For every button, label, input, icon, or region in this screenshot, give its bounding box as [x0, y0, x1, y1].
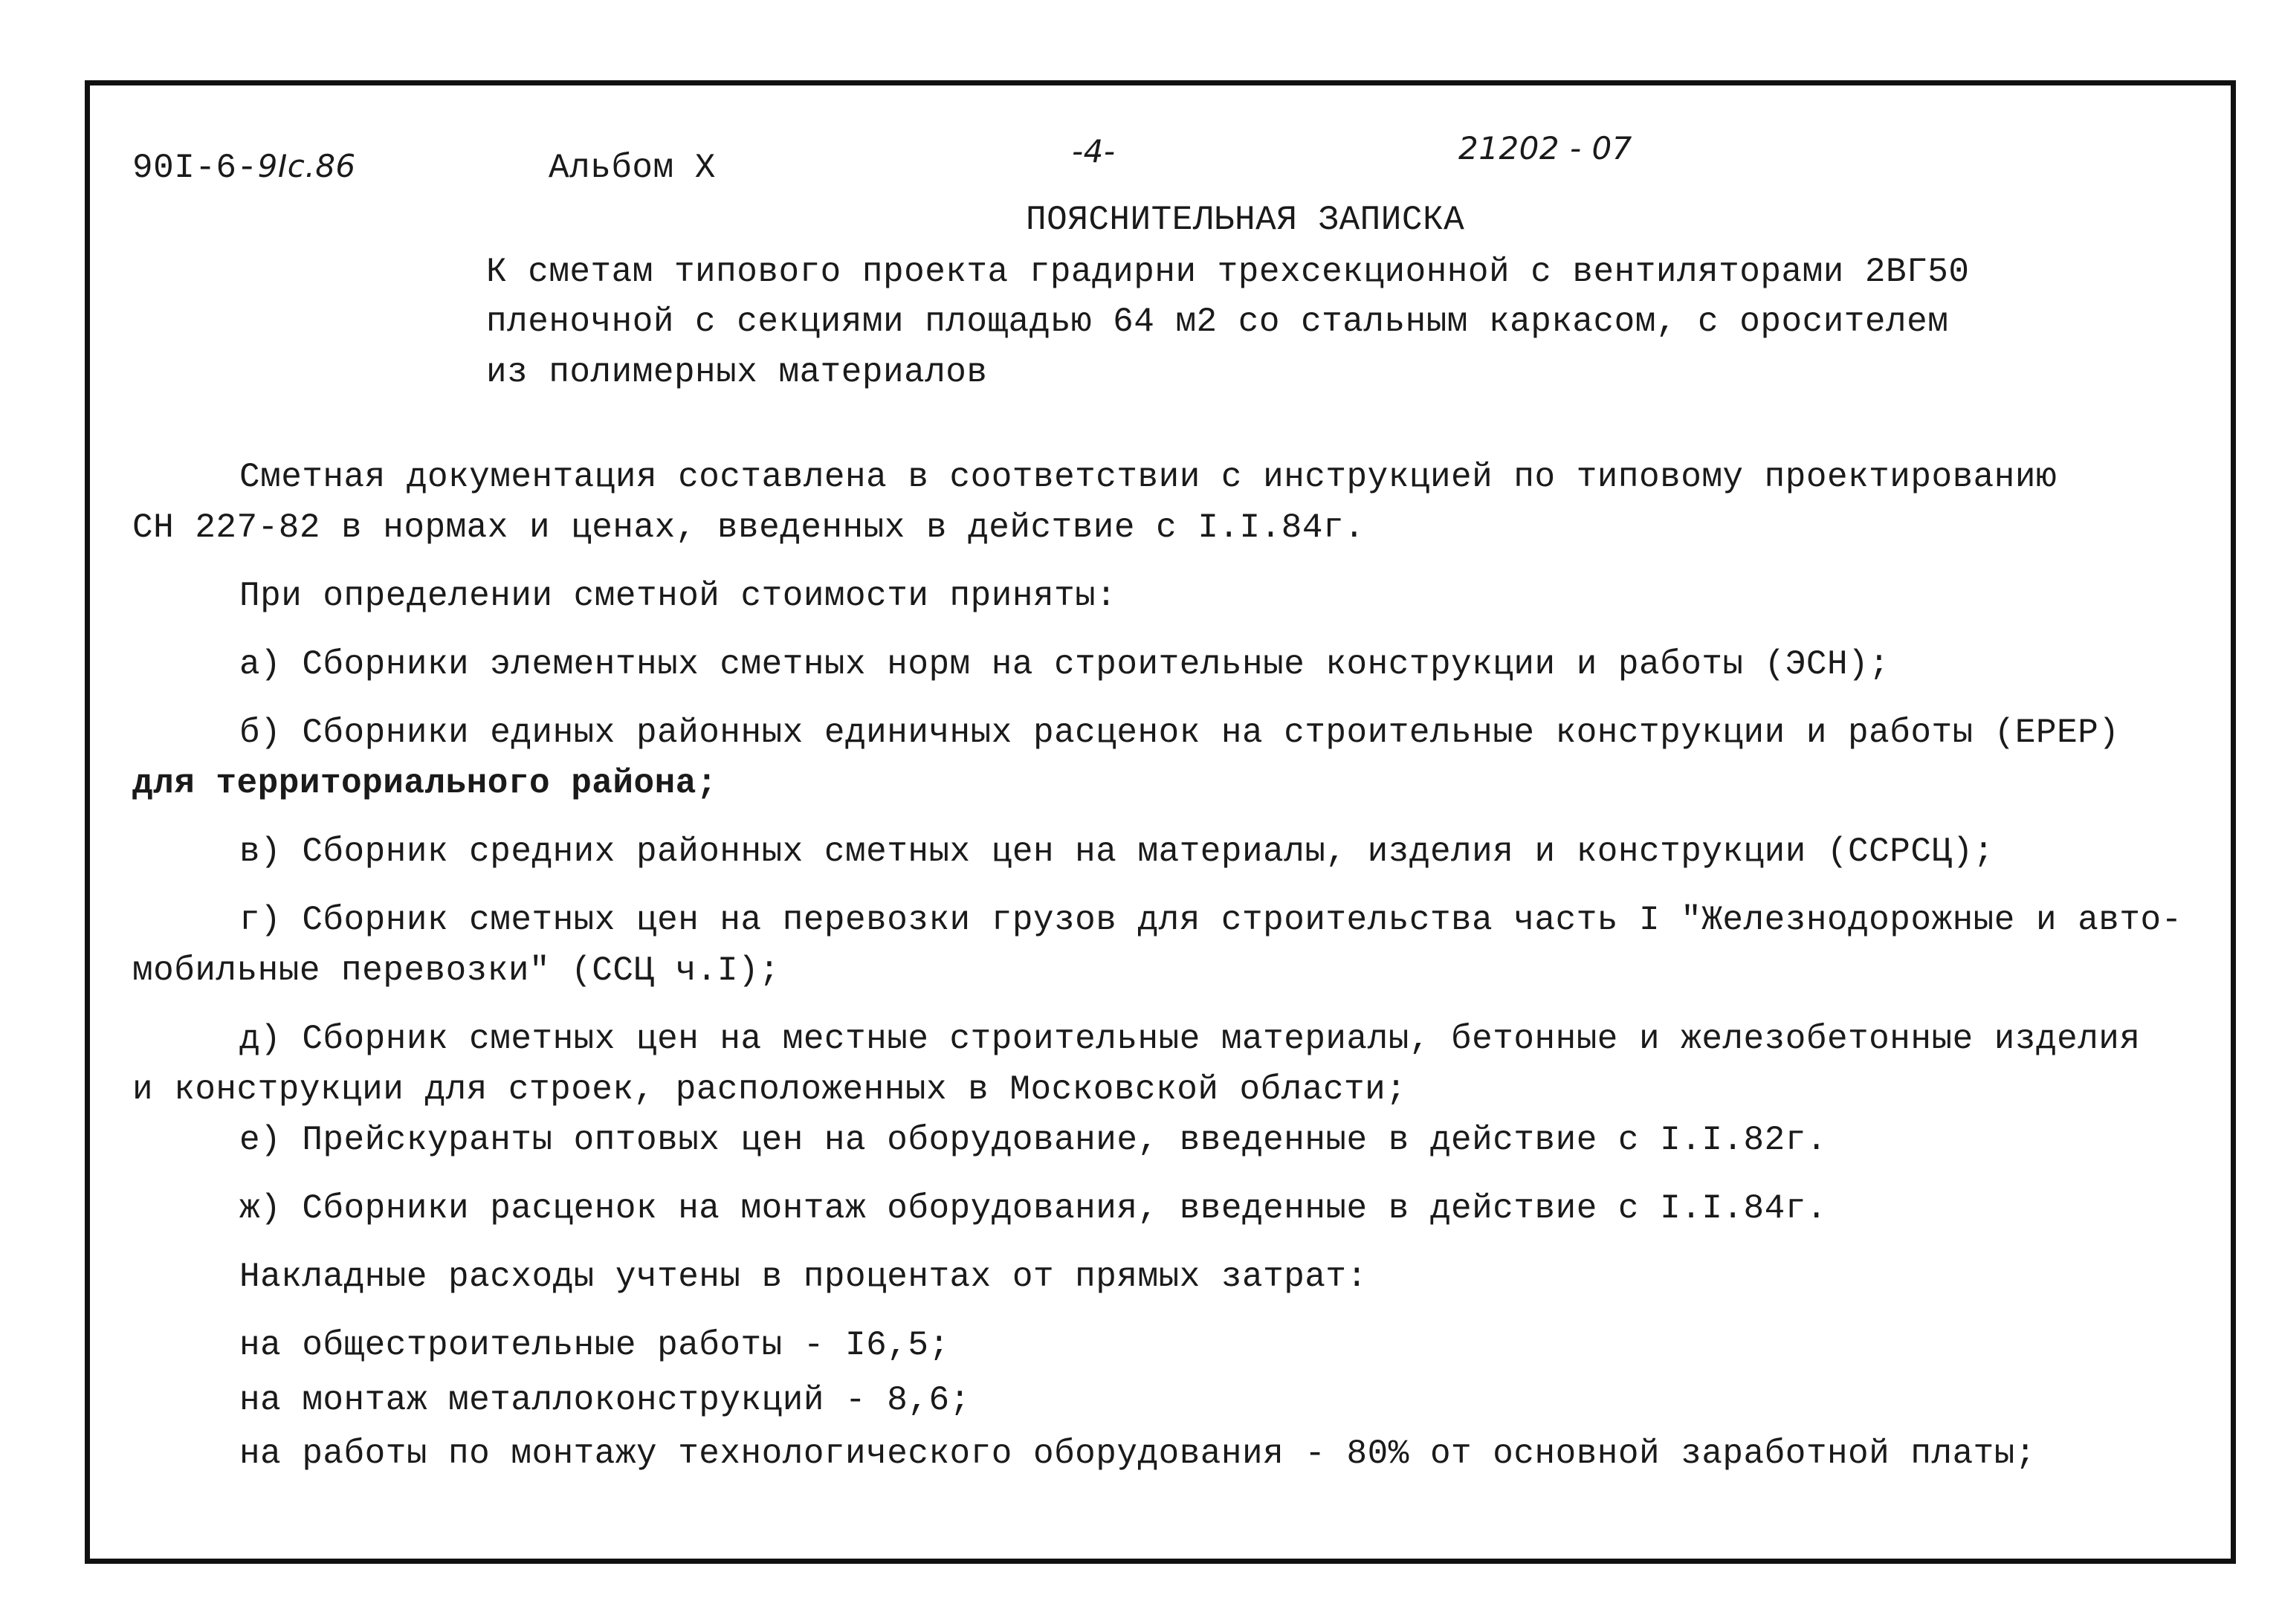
subtitle-line-1: К сметам типового проекта градирни трехсекционной с вентиляторами 2ВГ50: [486, 253, 1970, 291]
paragraph-2: При определении сметной стоимости приняты:: [239, 577, 1117, 615]
overhead-intro: Накладные расходы учтены в процентах от прямых затрат:: [239, 1258, 1368, 1296]
list-item-d-line-1: д) Сборник сметных цен на местные строительные материалы, бетонные и железобетонные изделия: [239, 1020, 2141, 1058]
document-code-typed: 90I-6-: [132, 149, 258, 187]
overhead-equipment-installation: на работы по монтажу технологического оборудования - 80% от основной заработной платы;: [239, 1434, 2036, 1473]
album-label: Альбом X: [549, 149, 716, 187]
document-code-handwritten: 9Ic.86: [257, 148, 356, 184]
document-code: [132, 146, 356, 189]
paragraph-1-line-2: СН 227-82 в нормах и ценах, введенных в действие с I.I.84г.: [132, 508, 1365, 547]
list-item-v: в) Сборник средних районных сметных цен на материалы, изделия и конструкции (ССРСЦ);: [239, 832, 1994, 871]
list-item-d-line-2: и конструкции для строек, расположенных в Московской области;: [132, 1070, 1407, 1109]
sheet-code: 21202 - 07: [1458, 130, 1632, 166]
list-item-g-line-1: г) Сборник сметных цен на перевозки грузов для строительства часть I "Железнодорожные и авто-: [239, 901, 2182, 939]
overhead-general-construction: на общестроительные работы - I6,5;: [239, 1326, 950, 1365]
subtitle-line-3: из полимерных материалов: [486, 353, 988, 392]
list-item-b-line-1: б) Сборники единых районных единичных расценок на строительные конструкции и работы (ЕРЕР): [239, 714, 2120, 752]
subtitle-line-2: пленочной с секциями площадью 64 м2 со стальным каркасом, с оросителем: [486, 303, 1949, 341]
paragraph-1-line-1: Сметная документация составлена в соответствии с инструкцией по типовому проектированию: [239, 458, 2058, 496]
list-item-e: е) Прейскуранты оптовых цен на оборудование, введенные в действие с I.I.82г.: [239, 1121, 1827, 1159]
list-item-g-line-2: мобильные перевозки" (ССЦ ч.I);: [132, 951, 780, 990]
list-item-zh: ж) Сборники расценок на монтаж оборудования, введенные в действие с I.I.84г.: [239, 1189, 1827, 1228]
list-item-a: а) Сборники элементных сметных норм на строительные конструкции и работы (ЭСН);: [239, 645, 1890, 684]
document-heading: ПОЯСНИТЕЛЬНАЯ ЗАПИСКА: [1026, 201, 1465, 239]
overhead-metal-structures: на монтаж металлоконструкций - 8,6;: [239, 1381, 971, 1420]
page-number: -4-: [1072, 133, 1116, 169]
list-item-b-line-2: для территориального района;: [132, 764, 717, 803]
